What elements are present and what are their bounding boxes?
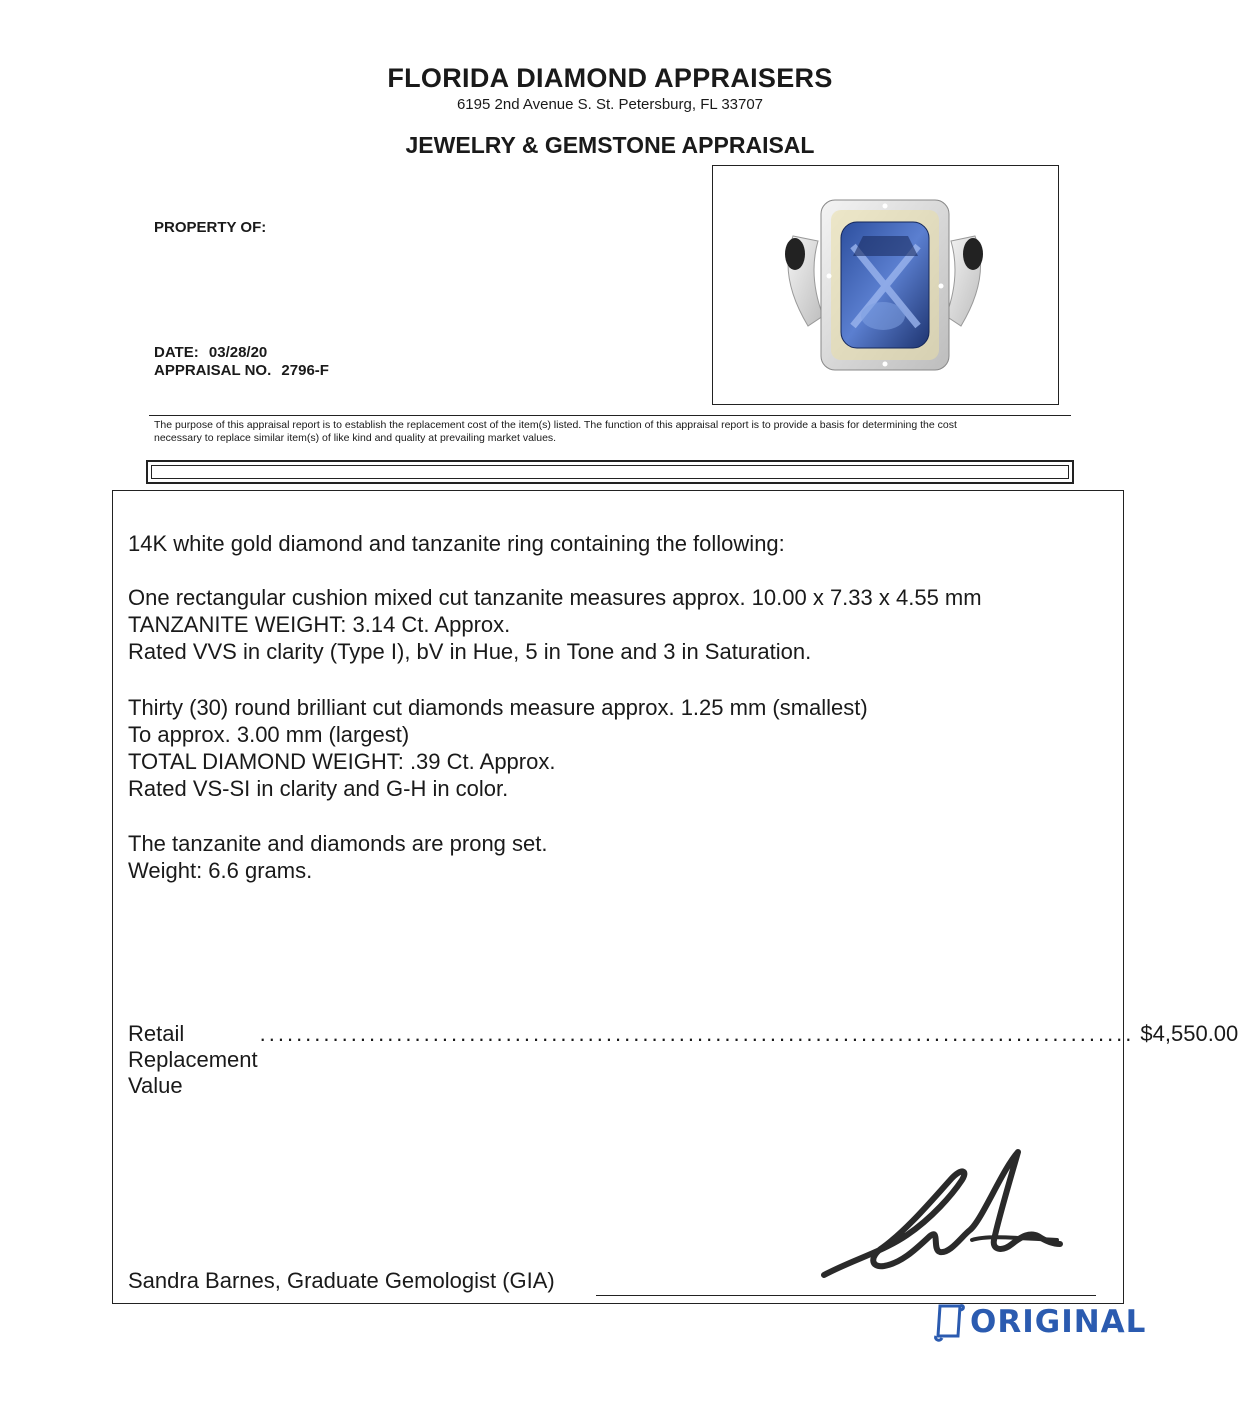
appraisal-number-label: APPRAISAL NO. <box>154 362 272 379</box>
scroll-icon <box>932 1302 966 1342</box>
item-intro: 14K white gold diamond and tanzanite ring containing the following: <box>128 531 785 556</box>
document-title: JEWELRY & GEMSTONE APPRAISAL <box>405 132 815 158</box>
valuation-dot-leader: ................................................................................................ <box>259 1021 1135 1046</box>
handwritten-signature <box>812 1140 1062 1290</box>
company-address: 6195 2nd Avenue S. St. Petersburg, FL 33707 <box>456 96 764 113</box>
original-stamp <box>932 1300 1146 1344</box>
date-label: DATE: <box>154 344 199 361</box>
setting-details <box>128 830 548 884</box>
diamond-rating: Rated VS-SI in clarity and G-H in color. <box>128 776 509 801</box>
double-border-bar <box>146 460 1074 484</box>
ring-photo <box>712 165 1059 405</box>
appraisal-number-value: 2796-F <box>281 362 329 379</box>
diamond-details <box>128 694 868 802</box>
diamond-size-max: To approx. 3.00 mm (largest) <box>128 722 410 747</box>
valuation-label: Retail Replacement Value <box>128 1021 258 1098</box>
tanzanite-rating: Rated VVS in clarity (Type I), bV in Hue, 5 in Tone and 3 in Saturation. <box>128 639 812 664</box>
ring-weight: Weight: 6.6 grams. <box>128 858 313 883</box>
appraisal-number-line <box>154 362 329 379</box>
date-line <box>154 344 267 361</box>
valuation-line <box>128 1021 1238 1099</box>
company-name: FLORIDA DIAMOND APPRAISERS <box>387 63 833 93</box>
setting-type: The tanzanite and diamonds are prong set. <box>128 831 548 856</box>
original-stamp-text: ORIGINAL <box>970 1304 1147 1340</box>
property-of-label: PROPERTY OF: <box>154 219 267 236</box>
disclaimer-line-2: necessary to replace similar item(s) of like kind and quality at prevailing market values. <box>154 432 557 444</box>
diamond-weight: TOTAL DIAMOND WEIGHT: .39 Ct. Approx. <box>128 749 556 774</box>
signature-line <box>596 1295 1096 1296</box>
ring-image <box>713 166 1058 404</box>
date-value: 03/28/20 <box>208 344 268 361</box>
tanzanite-measure: One rectangular cushion mixed cut tanzanite measures approx. 10.00 x 7.33 x 4.55 mm <box>128 585 982 610</box>
tanzanite-weight: TANZANITE WEIGHT: 3.14 Ct. Approx. <box>128 612 511 637</box>
divider <box>149 415 1071 416</box>
disclaimer-line-1: The purpose of this appraisal report is to establish the replacement cost of the item(s) listed. The function of this appraisal report is to provide a basis for determining the cost <box>154 419 957 431</box>
valuation-amount: $4,550.00 <box>1140 1021 1238 1046</box>
tanzanite-details <box>128 584 982 665</box>
diamond-count: Thirty (30) round brilliant cut diamonds measure approx. 1.25 mm (smallest) <box>128 695 868 720</box>
disclaimer <box>154 419 1074 445</box>
signatory-name: Sandra Barnes, Graduate Gemologist (GIA) <box>128 1268 555 1293</box>
